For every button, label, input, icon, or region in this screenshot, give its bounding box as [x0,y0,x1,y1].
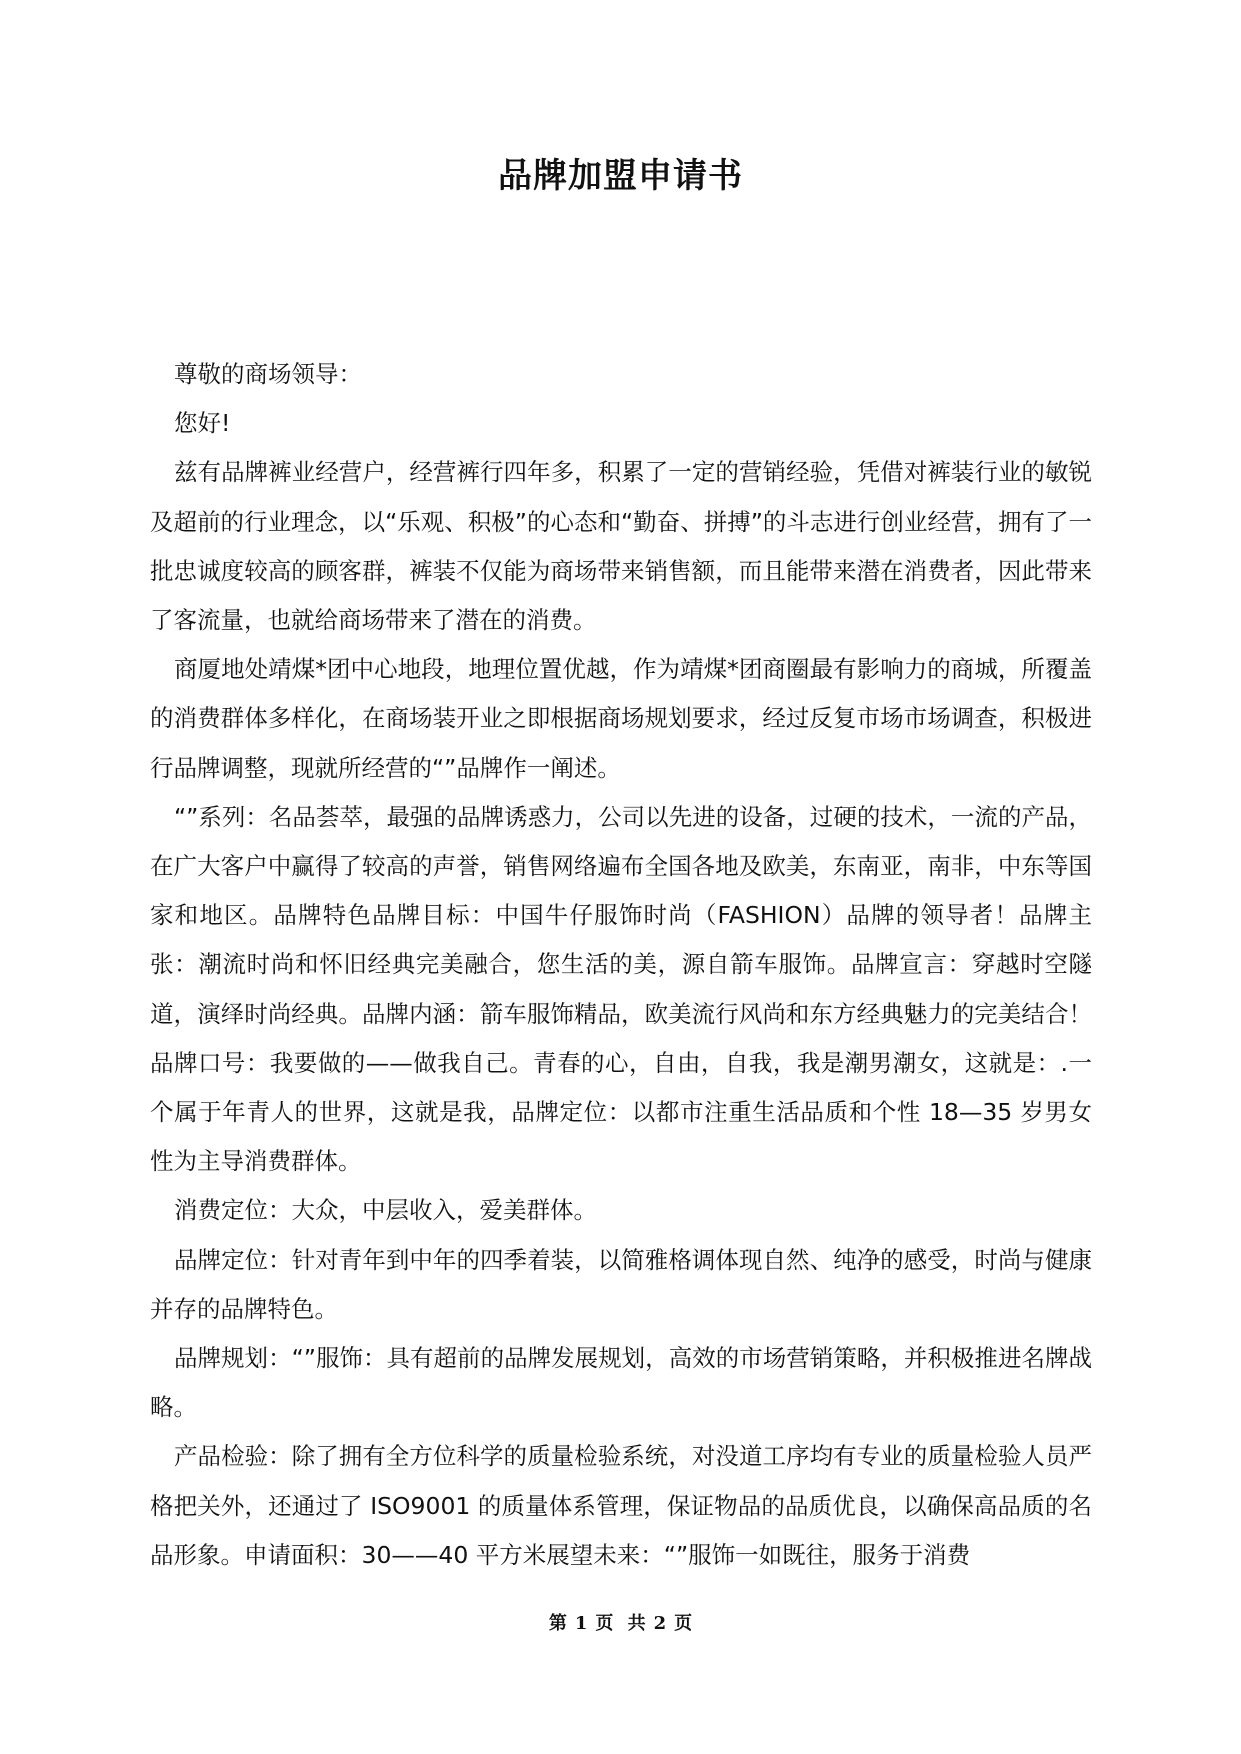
footer-page-total: 2 [653,1613,667,1634]
greeting: 您好! [174,409,231,438]
paragraph-location: 商厦地处靖煤*团中心地段，地理位置优越，作为靖煤*团商圈最有影响力的商城，所覆盖的消费群体多样化，在商场装开业之即根据商场规划要求，经过反复市场市场调查，积极进行品牌调整，现就所经营的“”品牌作一阐述。 [150,655,1092,782]
paragraph-intro: 兹有品牌裤业经营户，经营裤行四年多，积累了一定的营销经验，凭借对裤装行业的敏锐及超前的行业理念，以“乐观、积极”的心态和“勤奋、拼搏”的斗志进行创业经营，拥有了一批忠诚度较高的顾客群，裤装不仅能为商场带来销售额，而且能带来潜在消费者，因此带来了客流量，也就给商场带来了潜在的消费。 [150,458,1092,635]
paragraph-consumer-positioning: 消费定位：大众，中层收入，爱美群体。 [174,1196,597,1225]
paragraph-brand-positioning: 品牌定位：针对青年到中年的四季着装，以简雅格调体现自然、纯净的感受，时尚与健康并存的品牌特色。 [150,1245,1092,1323]
document-title: 品牌加盟申请书 [498,156,743,196]
salutation: 尊敬的商场领导： [174,360,362,388]
paragraph-series: “”系列：名品荟萃，最强的品牌诱惑力，公司以先进的设备，过硬的技术，一流的产品，在广大客户中赢得了较高的声誉，销售网络遍布全国各地及欧美，东南亚，南非，中东等国家和地区。品牌特色品牌目标：中国牛仔服饰时尚（FASHION）品牌的领导者！品牌主张：潮流时尚和怀旧经典完美融合，您生活的美，源自箭车服饰。品牌宣言：穿越时空隧道，演绎时尚经典。品牌内涵：箭车服饰精品，欧美流行风尚和东方经典魅力的完美结合！品牌口号：我要做的——做我自己。青春的心，自由，自我，我是潮男潮女，这就是：.一个属于年青人的世界，这就是我，品牌定位：以都市注重生活品质和个性 18—35 岁男女性为主导消费群体。 [150,802,1092,1176]
page-footer [0,1612,1241,1636]
document-body [150,350,1092,1580]
footer-page-prefix: 第 [548,1613,567,1634]
footer-page-mid: 页 共 [595,1613,646,1634]
paragraph-product-inspection: 产品检验：除了拥有全方位科学的质量检验系统，对没道工序均有专业的质量检验人员严格把关外，还通过了 ISO9001 的质量体系管理，保证物品的品质优良，以确保高品质的名品形象。申请面积：30——40 平方米展望未来：“”服饰一如既往，服务于消费 [150,1442,1092,1569]
footer-page-current: 1 [574,1613,588,1634]
paragraph-brand-planning: 品牌规划：“”服饰：具有超前的品牌发展规划，高效的市场营销策略，并积极推进名牌战略。 [150,1344,1092,1422]
footer-page-suffix: 页 [674,1613,693,1634]
